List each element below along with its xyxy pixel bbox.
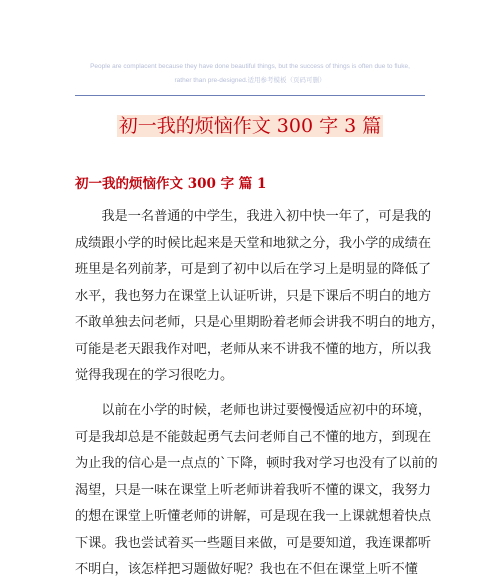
paragraph-line: 水平，我也努力在课堂上认证听讲，只是下课后不明白的地方 — [75, 288, 432, 304]
paragraph-line: 可能是老天跟我作对吧，老师从来不讲我不懂的地方，所以我 — [75, 341, 432, 357]
header-divider — [75, 95, 425, 96]
paragraph-line: 的想在课堂上听懂老师的讲解，可是现在我一上课就想着快点 — [75, 509, 432, 524]
paragraph-line: 觉得我现在的学习很吃力。 — [75, 368, 234, 383]
header-note-line-2: rather than pre-designed.适用参考模板（页码可删） — [174, 77, 326, 84]
paragraph-line: 以前在小学的时候，老师也讲过要慢慢适应初中的环境， — [75, 403, 432, 418]
header-note — [70, 60, 430, 88]
section-heading: 初一我的烦恼作文 300 字 篇 1 — [75, 176, 267, 192]
paragraph-line: 不明白，该怎样把习题做好呢？我也在不但在课堂上听不懂 — [75, 562, 418, 577]
document-title — [0, 113, 500, 139]
paragraph-line: 为止我的信心是一点点的`下降，顿时我对学习也没有了以前的 — [75, 456, 438, 471]
paragraph-line: 渴望，只是一味在课堂上听老师讲着我听不懂的课文，我努力 — [75, 482, 432, 498]
document-title-text: 初一我的烦恼作文 300 字 3 篇 — [118, 115, 382, 137]
paragraph-line: 下课。我也尝试着买一些题目来做，可是要知道，我连课都听 — [75, 535, 432, 551]
paragraph-line: 不敢单独去问老师，只是心里期盼着老师会讲我不明白的地方， — [75, 315, 445, 330]
paragraph-line: 可是我却总是不能鼓起勇气去问老师自己不懂的地方，到现在 — [75, 429, 432, 445]
paragraph-1 — [75, 204, 445, 390]
paragraph-2 — [75, 398, 438, 584]
paragraph-line: 班里是名列前茅，可是到了初中以后在学习上是明显的降低了 — [75, 262, 432, 277]
paragraph-line: 我是一名普通的中学生，我进入初中快一年了，可是我的 — [75, 209, 432, 224]
header-note-line-1: People are complacent because they have done beautiful things, but the success of things is often due to fluke, — [90, 63, 410, 70]
paragraph-line: 成绩跟小学的时候比起来是天堂和地狱之分，我小学的成绩在 — [75, 235, 432, 251]
